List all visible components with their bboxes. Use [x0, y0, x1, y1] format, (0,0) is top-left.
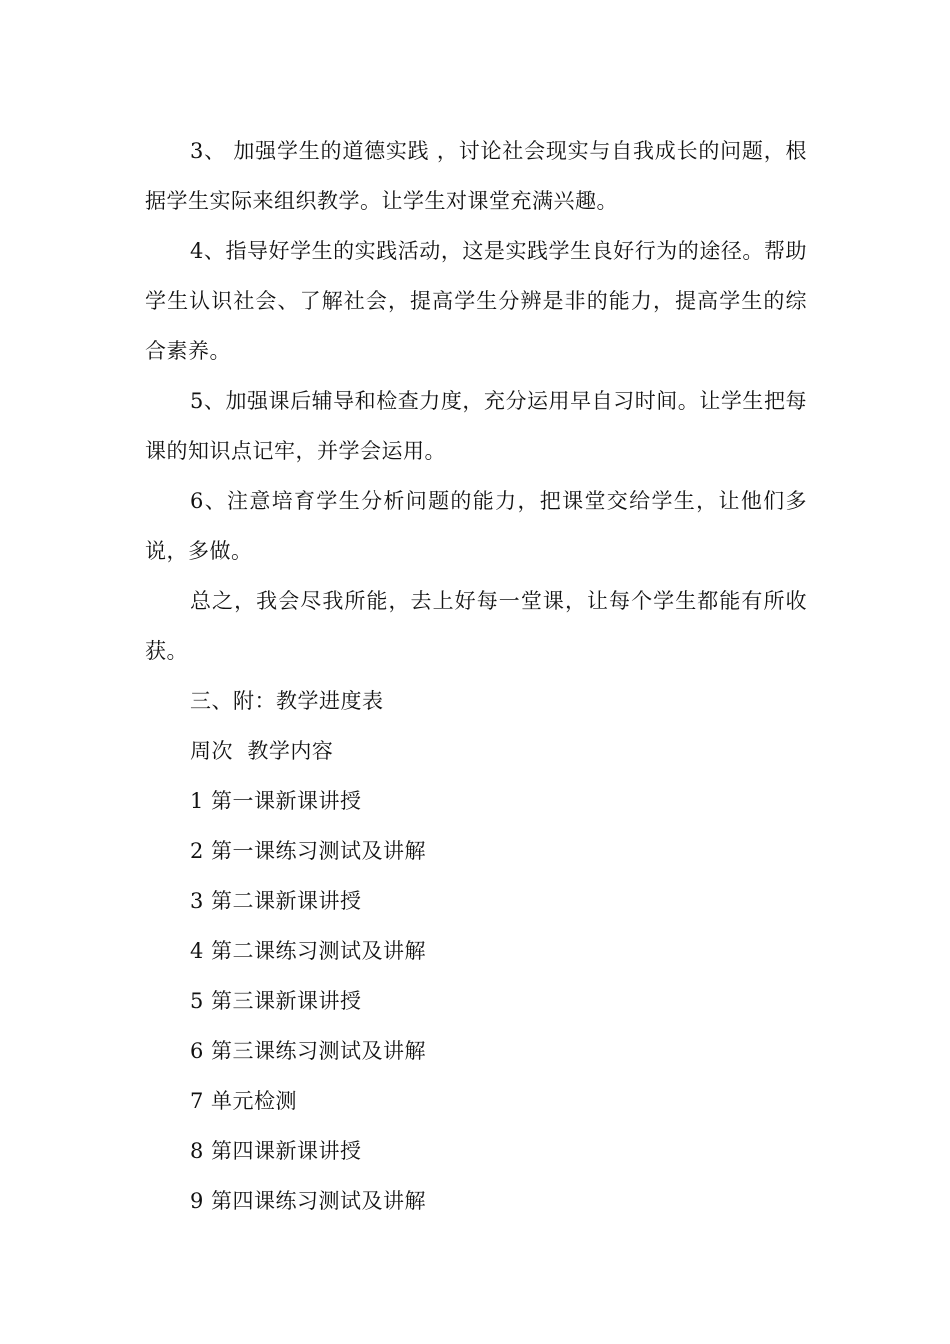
paragraph-item-3: 3、 加强学生的道德实践 ，讨论社会现实与自我成长的问题，根据学生实际来组织教学。让学生对课堂充满兴趣。: [145, 139, 807, 213]
schedule-row: 4 第二课练习测试及讲解: [190, 939, 427, 963]
schedule-row: 1 第一课新课讲授: [190, 789, 362, 813]
paragraph-item-5: 5、加强课后辅导和检查力度，充分运用早自习时间。让学生把每课的知识点记牢，并学会运用。: [145, 389, 807, 463]
schedule-row: 3 第二课新课讲授: [190, 889, 362, 913]
schedule-heading: 三、附：教学进度表: [190, 689, 384, 713]
paragraph-item-4: 4、指导好学生的实践活动，这是实践学生良好行为的途径。帮助学生认识社会、了解社会，提高学生分辨是非的能力，提高学生的综合素养。: [145, 239, 807, 363]
schedule-row: 8 第四课新课讲授: [190, 1139, 362, 1163]
schedule-row: 6 第三课练习测试及讲解: [190, 1039, 427, 1063]
paragraph-summary: 总之，我会尽我所能，去上好每一堂课，让每个学生都能有所收获。: [145, 589, 807, 663]
schedule-row: 9 第四课练习测试及讲解: [190, 1189, 427, 1213]
paragraph-item-6: 6、注意培育学生分析问题的能力，把课堂交给学生，让他们多说，多做。: [145, 489, 807, 563]
schedule-row: 2 第一课练习测试及讲解: [190, 839, 427, 863]
schedule-row: 5 第三课新课讲授: [190, 989, 362, 1013]
document-body: [145, 126, 807, 1226]
schedule-row: 7 单元检测: [190, 1089, 298, 1113]
schedule-column-header: 周次 教学内容: [190, 739, 334, 763]
